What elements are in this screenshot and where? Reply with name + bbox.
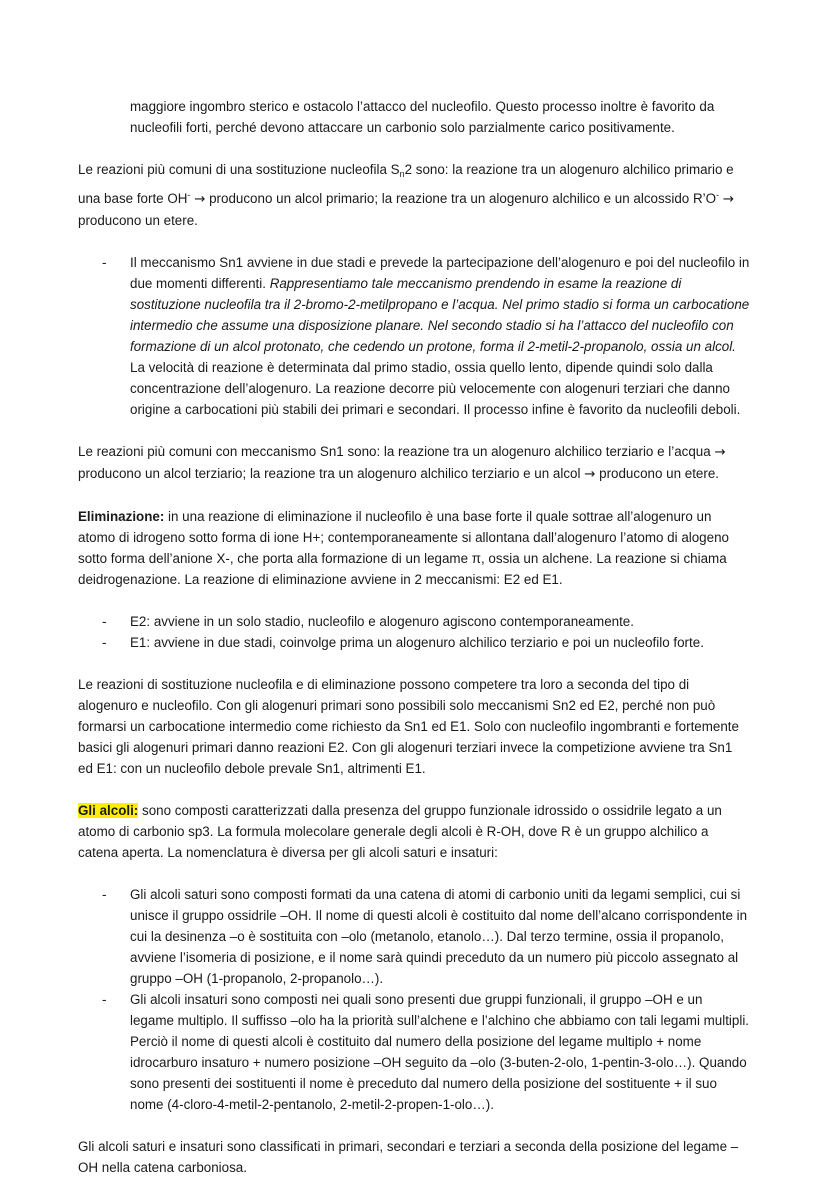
arrow-right-icon: → xyxy=(722,192,734,207)
paragraph-classification: Gli alcoli saturi e insaturi sono classificati in primari, secondari e terziari a seconda della posizione del legame –OH nella catena carboniosa. xyxy=(78,1139,739,1175)
sn1-list xyxy=(78,252,750,420)
list-item-sn1: - Il meccanismo Sn1 avviene in due stadi e prevede la partecipazione dell’alogenuro e poi del nucleofilo in due momenti differenti. Rappresentiamo tale meccanismo prendendo in esame la reazione di sostituzione nucleofila tra il 2-bromo-2-metilpropano e l’acqua. Nel primo stadio si forma un carbocatione intermedio che assume una disposizione planare. Nel secondo stadio si ha l’attacco del nucleofilo con formazione di un alcol protonato, che cedendo un protone, forma il 2-metil-2-propanolo, ossia un alcol. La velocità di reazione è determinata dal primo stadio, ossia quello lento, dipende quindi solo dalla concentrazione dell’alogenuro. La reazione decorre più velocemente con alogenuri terziari che danno origine a carbocationi più stabili dei primari e secondari. Il processo infine è favorito da nucleofili deboli. xyxy=(78,252,750,420)
arrow-right-icon: → xyxy=(714,445,726,460)
dash-bullet: - xyxy=(102,614,107,629)
dash-bullet: - xyxy=(102,255,107,270)
paragraph-sn2-reactions: Le reazioni più comuni di una sostituzione nucleofila $S_n2$ sono: la reazione tra un alogenuro alchilico primario e una base forte OH- → producono un alcol primario; la reazione tra un alogenuro alchilico e un alcossido R’O- → producono un etere. xyxy=(78,162,734,228)
paragraph-sn2-continuation: maggiore ingombro sterico e ostacolo l’attacco del nucleofilo. Questo processo inoltre è favorito da nucleofili forti, perché devono attaccare un carbonio solo parzialmente carico positivamente. xyxy=(130,99,715,135)
list-item: - Gli alcoli insaturi sono composti nei quali sono presenti due gruppi funzionali, il gruppo –OH e un legame multiplo. Il suffisso –olo ha la priorità sull’alchene e l’alchino che abbiamo con tali legami multipli. Perciò il nome di questi alcoli è costituito dal numero della posizione del legame multiplo + nome idrocarburo insaturo + numero posizione –OH seguito da –olo (3-buten-2-olo, 1-pentin-3-olo…). Quando sono presenti dei sostituenti il nome è preceduto dal numero della posizione del sostituente + il suo nome (4-cloro-4-metil-2-pentanolo, 2-metil-2-propen-1-olo…). xyxy=(78,989,750,1115)
elimination-list xyxy=(78,611,750,653)
list-item: - E1: avviene in due stadi, coinvolge prima un alogenuro alchilico terziario e poi un nucleofilo forte. xyxy=(78,632,750,653)
list-item: - Gli alcoli saturi sono composti formati da una catena di atomi di carbonio uniti da legami semplici, cui si unisce il gruppo ossidrile –OH. Il nome di questi alcoli è costituito dal nome dell’alcano corrispondente in cui la desinenza –o è sostituita con –olo (metanolo, etanolo…). Dal terzo termine, ossia il propanolo, avviene l’isomeria di posizione, e il nome sarà quindi preceduto da un numero più piccolo assegnato al gruppo –OH (1-propanolo, 2-propanolo…). xyxy=(78,884,750,989)
heading-eliminazione: Eliminazione: xyxy=(78,509,165,524)
dash-bullet: - xyxy=(102,887,107,902)
paragraph-sn1-reactions: Le reazioni più comuni con meccanismo Sn1 sono: la reazione tra un alogenuro alchilico terziario e l’acqua → producono un alcol terziario; la reazione tra un alogenuro alchilico terziario e un alcol → producono un etere. xyxy=(78,444,726,482)
list-item: - E2: avviene in un solo stadio, nucleofilo e alogenuro agiscono contemporaneamente. xyxy=(78,611,750,632)
arrow-right-icon: → xyxy=(194,192,206,207)
alcohol-list xyxy=(78,884,750,1115)
heading-alcoli-highlighted: Gli alcoli: xyxy=(78,803,139,818)
dash-bullet: - xyxy=(102,635,107,650)
arrow-right-icon: → xyxy=(584,467,596,482)
paragraph-alcoli: Gli alcoli: sono composti caratterizzati dalla presenza del gruppo funzionale idrossido o ossidrile legato a un atomo di carbonio sp3. La formula molecolare generale degli alcoli è R-OH, dove R è un gruppo alchilico a catena aperta. La nomenclatura è diversa per gli alcoli saturi e insaturi: xyxy=(78,803,722,860)
paragraph-competition: Le reazioni di sostituzione nucleofila e di eliminazione possono competere tra loro a seconda del tipo di alogenuro e nucleofilo. Con gli alogenuri primari sono possibili solo meccanismi Sn2 ed E2, perché non può formarsi un carbocatione intermedio come richiesto da Sn1 ed E1. Solo con nucleofilo ingombranti e fortemente basici gli alogenuri primari danno reazioni E2. Con gli alogenuri terziari invece la competizione avviene tra Sn1 ed E1: con un nucleofilo debole prevale Sn1, altrimenti E1. xyxy=(78,677,739,776)
dash-bullet: - xyxy=(102,992,107,1007)
paragraph-eliminazione: Eliminazione: in una reazione di eliminazione il nucleofilo è una base forte il quale sottrae all’alogenuro un atomo di idrogeno sotto forma di ione H+; contemporaneamente si allontana dall’alogenuro l’atomo di alogeno sotto forma dell’anione X-, che porta alla formazione di un legame π, ossia un alchene. La reazione si chiama deidrogenazione. La reazione di eliminazione avviene in 2 meccanismi: E2 ed E1. xyxy=(78,509,729,587)
continued-list-text xyxy=(78,96,750,138)
